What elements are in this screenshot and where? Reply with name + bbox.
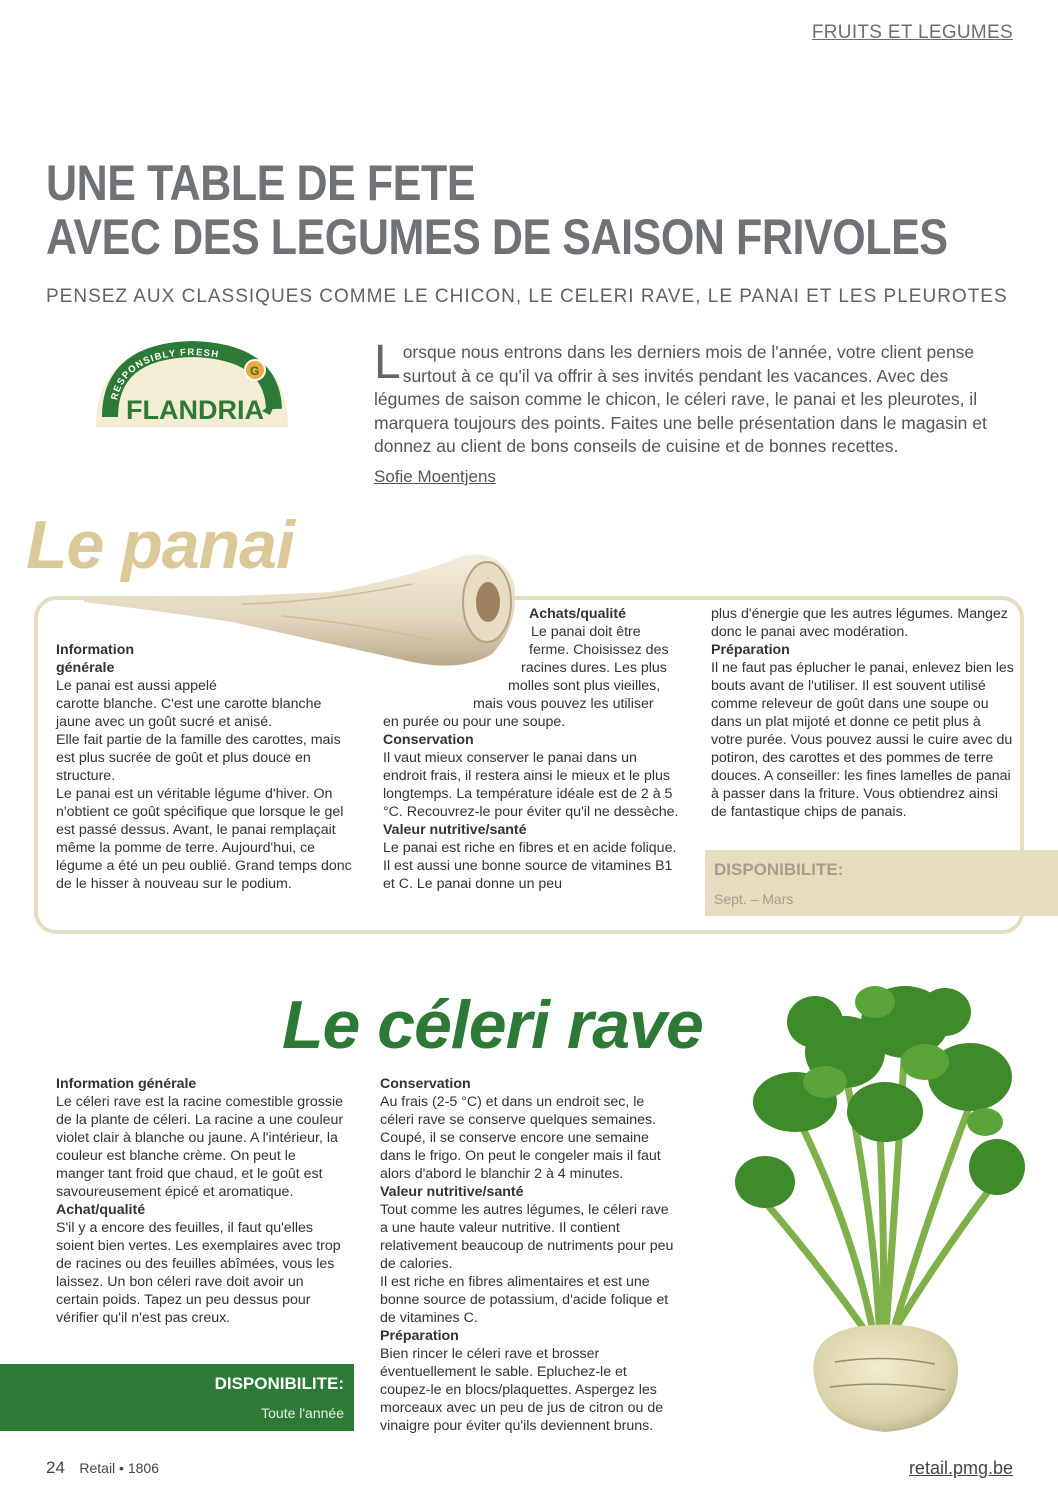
logo-brand: FLANDRIA: [126, 395, 264, 425]
celeri-availability-value: Toute l'année: [261, 1405, 344, 1421]
panai-preparation-heading: Préparation: [711, 642, 790, 658]
panai-info-text-3: Elle fait partie de la famille des carottes, mais est plus sucrée de goût et plus douce en structure.: [56, 732, 341, 784]
panai-achat-heading: Achats/qualité: [529, 606, 626, 622]
intro-dropcap: L: [374, 336, 401, 389]
panai-info-heading-2: générale: [56, 660, 115, 676]
footer-left: [46, 1458, 159, 1478]
panai-achat-line: molles sont plus vieilles,: [508, 678, 661, 694]
panai-availability-label: DISPONIBILITE:: [714, 860, 844, 879]
panai-info-text-1: Le panai est aussi appelé: [56, 678, 217, 694]
panai-conservation-heading: Conservation: [383, 732, 474, 748]
celeriac-image: [735, 982, 1025, 1437]
panai-title: Le panai: [26, 507, 294, 583]
celeri-preparation-heading: Préparation: [380, 1328, 459, 1344]
panai-info-text-2: carotte blanche. C'est une carotte blanche jaune avec un goût sucré et anisé.: [56, 696, 322, 730]
celeri-availability-box: [0, 1364, 354, 1431]
celeri-conservation-heading: Conservation: [380, 1076, 471, 1092]
logo-tagline: RESPONSIBLY FRESH: [109, 346, 221, 402]
celeri-info-heading: Information générale: [56, 1076, 197, 1092]
celeri-info-text: Le céleri rave est la racine comestible grossie de la plante de céleri. La racine a une couleur violet clair à blanche ou jaune. A l'intérieur, la couleur est blanche crème. On peut le manger tant froid que chaud, et le goût est savoureusement épicé et aromatique.: [56, 1094, 344, 1200]
panai-info-text-4: Le panai est un véritable légume d'hiver. On n'obtient ce goût spécifique que lorsque le gel est passé dessus. Avant, le panai remplaçait même la pomme de terre. Aujourd'hui, ce légume a été un peu oublié. Grand temps donc de le hisser à nouveau sur le podium.: [56, 786, 352, 892]
intro-text: orsque nous entrons dans les derniers mois de l'année, votre client pense surtout à ce qu'il va offrir à ses invités pendant les vacances. Avec des légumes de saison comme le chicon, le céleri rave, le panai et les pleurotes, il marquera toujours des points. Faites une belle présentation dans le magasin et donnez au client de bons conseils de cuisine et de bonnes recettes.: [374, 342, 987, 456]
page-headline: [46, 156, 1026, 264]
panai-preparation-text: Il ne faut pas éplucher le panai, enlevez bien les bouts avant de l'utiliser. Il est souvent utilisé comme releveur de goût dans une soupe ou dans un plat mijoté et donne ce petit plus à votre purée. Vous pouvez aussi le cuire avec du potiron, des carottes et des pommes de terre douces. A conseiller: les fines lamelles de panai à passer dans la friture. Vous obtiendrez ainsi de fantastique chips de panais.: [711, 660, 1014, 820]
panai-achat-line: Le panai doit être: [531, 624, 641, 640]
headline-line-2: AVEC DES LEGUMES DE SAISON FRIVOLES: [46, 209, 948, 265]
panai-column-2: [383, 605, 683, 893]
panai-availability-value: Sept. – Mars: [714, 891, 794, 907]
panai-valeur-continued: plus d'énergie que les autres légumes. Mangez donc le panai avec modération.: [711, 606, 1008, 640]
panai-info-heading-1: Information: [56, 642, 135, 658]
celeri-column-2: [380, 1075, 675, 1435]
celeri-availability-label: DISPONIBILITE:: [214, 1374, 344, 1393]
svg-text:G: G: [250, 364, 260, 378]
author-byline: Sofie Moentjens: [374, 467, 496, 486]
flandria-logo: [92, 335, 292, 430]
section-tag: FRUITS ET LEGUMES: [811, 22, 1013, 43]
footer-url-link[interactable]: retail.pmg.be: [908, 1458, 1013, 1478]
page-number: 24: [46, 1458, 65, 1477]
panai-achat-line: en purée ou pour une soupe.: [383, 714, 566, 730]
celeri-title: Le céleri rave: [282, 987, 703, 1063]
panai-achat-line: ferme. Choisissez des: [529, 642, 669, 658]
celeri-preparation-text: Bien rincer le céleri rave et brosser éventuellement le sable. Epluchez-le et coupez-le en blocs/plaquettes. Aspergez les morceaux avec un peu de jus de citron ou de vinaigre pour éviter qu'ils deviennent bruns.: [380, 1346, 664, 1434]
celeri-achat-heading: Achat/qualité: [56, 1202, 146, 1218]
panai-conservation-text: Il vaut mieux conserver le panai dans un endroit frais, il restera ainsi le mieux et le plus longtemps. La température idéale est de 2 à 5 °C. Recouvrez-le pour éviter qu'il ne dessèche.: [383, 750, 679, 820]
celeri-valeur-text-1: Tout comme les autres légumes, le céleri rave a une haute valeur nutritive. Il contient relativement beaucoup de nutriments pour peu de calories.: [380, 1202, 674, 1272]
celeri-column-1: [56, 1075, 346, 1327]
magazine-issue: Retail • 1806: [79, 1460, 159, 1476]
panai-column-1: [56, 641, 356, 893]
celeri-achat-text: S'il y a encore des feuilles, il faut qu'elles soient bien vertes. Les exemplaires avec trop de racines ou des feuilles abîmées, vous les laissez. Un bon céleri rave doit avoir un certain poids. Tapez un peu dessus pour vérifier qu'il n'est pas creux.: [56, 1220, 341, 1326]
celeri-valeur-text-2: Il est riche en fibres alimentaires et est une bonne source de potassium, d'acide folique et de vitamines C.: [380, 1274, 669, 1326]
headline-line-1: UNE TABLE DE FETE: [46, 155, 476, 211]
panai-valeur-heading: Valeur nutritive/santé: [383, 822, 527, 838]
page-subheadline: PENSEZ AUX CLASSIQUES COMME LE CHICON, LE CELERI RAVE, LE PANAI ET LES PLEUROTES: [46, 286, 1008, 307]
panai-valeur-text: Le panai est riche en fibres et en acide folique. Il est aussi une bonne source de vitamines B1 et C. Le panai donne un peu: [383, 840, 677, 892]
panai-column-3: [711, 605, 1016, 821]
panai-availability-box: [705, 850, 1058, 916]
celeri-conservation-text: Au frais (2-5 °C) et dans un endroit sec, le céleri rave se conserve quelques semaines. Coupé, il se conserve encore une semaine dans le frigo. On peut le congeler mais il faut alors d'abord le blanchir 2 à 4 minutes.: [380, 1094, 661, 1182]
panai-achat-line: racines dures. Les plus: [521, 660, 667, 676]
panai-achat-line: mais vous pouvez les utiliser: [473, 696, 654, 712]
intro-paragraph: [374, 336, 1014, 459]
celeri-valeur-heading: Valeur nutritive/santé: [380, 1184, 524, 1200]
